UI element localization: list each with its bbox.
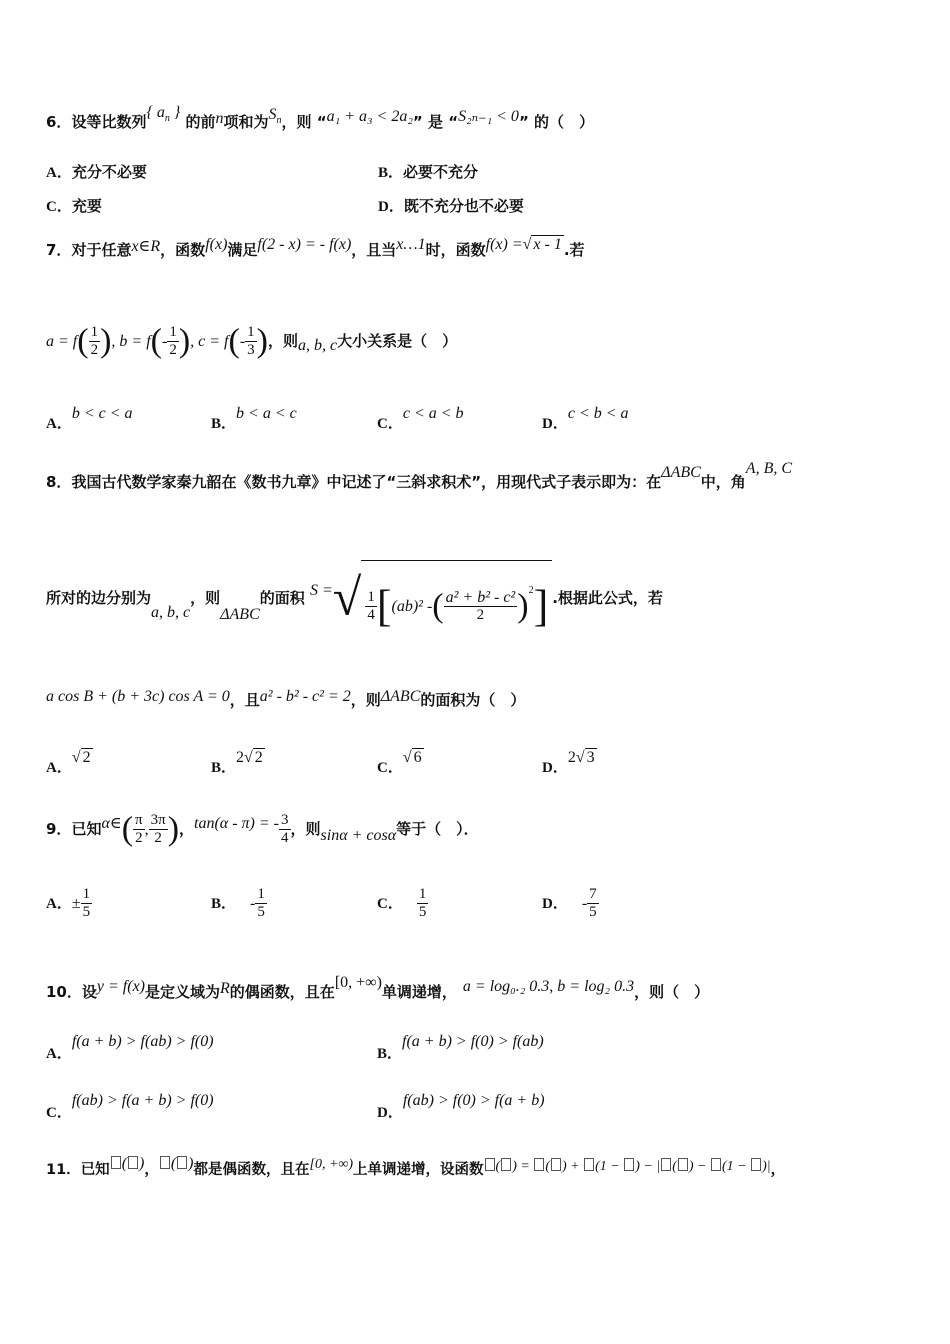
option-c[interactable]: C．f(ab) > f(a + b) > f(0) (46, 1092, 214, 1121)
math-interval: [0, +∞) (334, 974, 382, 991)
question-text: ，则 (267, 332, 298, 350)
question-7-values: a = f( $\frac{1}{2}$ ), b = f(- $\frac{1}{2}$ ), c = f(- $\frac{1}{3}$ )，则a, b, c大小关系是（ ） (46, 322, 458, 360)
question-text: 项和为 (223, 113, 269, 131)
question-number: 7． (46, 241, 72, 259)
question-text: 上单调递增，设函数 (353, 1162, 484, 1178)
math-expr: tan(α - π) = - (194, 815, 279, 832)
math-sequence: { a (146, 104, 165, 121)
question-text: 已知 (71, 820, 102, 838)
question-number: 11． (46, 1162, 81, 1178)
option-d[interactable]: D． - $\frac{7}{5}$ (542, 886, 597, 920)
option-c[interactable]: C． $\frac{1}{5}$ (377, 886, 427, 920)
option-d[interactable]: D．f(ab) > f(0) > f(a + b) (377, 1092, 545, 1121)
question-text: 是定义域为 (145, 983, 221, 1001)
question-7: 7．对于任意x∈R，函数f(x)满足f(2 - x) = - f(x)，且当x…1时，函数f(x) =√ x - 1 .若 (46, 236, 585, 259)
math-expr: a = log₀.₂ 0.3, b = log₂ 0.3 (462, 978, 635, 995)
question-text: 等于（ ）． (396, 820, 479, 838)
question-text: 已知 (80, 1162, 110, 1178)
math-expr: a, b, c (151, 604, 191, 621)
option-c[interactable]: C．c < a < b (377, 405, 464, 432)
question-text: 单调递增， (381, 983, 457, 1001)
question-text: 满足 (227, 241, 258, 259)
option-b[interactable]: B．必要不充分 (378, 163, 479, 181)
math-expr: , b = f (111, 333, 151, 350)
option-c[interactable]: C．充要 (46, 197, 102, 215)
question-text: 中，角 (700, 473, 746, 491)
math-expr: ΔABC (380, 688, 421, 705)
math-condition: S₂ₙ₋₁ < 0 (458, 108, 519, 125)
option-a[interactable]: A．√ 2 (46, 749, 91, 776)
fraction: $\frac{1}{2}$ (169, 324, 177, 358)
formula-radicand: $\frac{1}{4}$ [(ab)² -( $\frac{\text{a² + b² - c²}}{2}$ )$^2$] (361, 560, 552, 637)
question-text: ，函数 (160, 241, 206, 259)
math-expr: y = f(x) (96, 978, 145, 995)
math-interval: [0, +∞) (309, 1157, 354, 1172)
option-d[interactable]: D．既不充分也不必要 (378, 197, 524, 215)
question-11: 11．已知 ( )， ( )都是偶函数，且在[0, +∞)上单调递增，设函数 ( ) = ( ) + (1 − ) − | ( ) − (1 − )|， (46, 1155, 786, 1178)
math-expr: f(2 - x) = - f(x) (257, 236, 352, 253)
fraction: $\frac{1}{3}$ (247, 324, 255, 358)
question-number: 8． (46, 473, 72, 491)
question-text: 设等比数列 (71, 113, 147, 131)
question-number: 6． (46, 113, 72, 131)
math-expr: ΔABC (661, 464, 701, 481)
question-text: ， (770, 1162, 786, 1178)
math-var: n (215, 110, 224, 127)
question-number: 10． (46, 983, 82, 1001)
question-text: ， (179, 820, 195, 838)
math-subscript: n (164, 113, 170, 124)
math-radicand: x - 1 (533, 236, 562, 253)
math-expr: A, B, C (745, 460, 793, 477)
question-text: ，且 (229, 691, 260, 709)
math-expr: f(x) (205, 236, 228, 253)
question-text: ，则（ ） (634, 983, 710, 1001)
question-8 (46, 460, 793, 493)
question-text: 的面积 (259, 589, 305, 607)
question-text: 对于任意 (71, 241, 132, 259)
missing-glyph-icon (111, 1156, 121, 1169)
question-6 (46, 104, 595, 139)
math-expr: , c = f (190, 333, 229, 350)
question-text: ” 是 “ (412, 113, 459, 131)
math-expr: x∈R (131, 238, 161, 255)
missing-glyph-icon (128, 1156, 138, 1169)
question-text: 的面积为（ ） (420, 691, 526, 709)
math-expr: f(x) = (485, 236, 523, 253)
question-text: 都是偶函数，且在 (193, 1162, 310, 1178)
math-expr: R (220, 980, 230, 997)
question-text: ” 的（ ） (518, 113, 595, 131)
question-text: ，且当 (351, 241, 397, 259)
question-text: 大小关系是（ ） (337, 332, 458, 350)
math-expr: ΔABC (220, 606, 260, 623)
math-subscript: n (276, 115, 282, 126)
math-expr: a, b, c (297, 337, 338, 354)
math-expr: sinα + cosα (320, 827, 397, 844)
question-text: 我国古代数学家秦九韶在《数书九章》中记述了“三斜求积术”，用现代式子表示即为：在 (71, 473, 662, 491)
formula-lhs: S = (310, 582, 333, 599)
math-expr: a = f (46, 333, 78, 350)
math-function-def: ( ) = ( ) + (1 − ) − | ( ) − (1 − )| (484, 1159, 771, 1174)
question-8-conditions (46, 690, 525, 711)
math-var: S (268, 106, 277, 123)
option-b[interactable]: B．b < a < c (211, 405, 297, 432)
math-condition: a² - b² - c² = 2 (259, 688, 351, 705)
missing-glyph-icon (177, 1156, 187, 1169)
question-text: 的前 (185, 113, 216, 131)
option-d[interactable]: D．c < b < a (542, 405, 629, 432)
option-a[interactable]: A．充分不必要 (46, 163, 147, 181)
option-a[interactable]: A．± $\frac{1}{5}$ (46, 886, 91, 920)
question-8-formula: 所对的边分别为a, b, c，则ΔABC的面积 S =√ $\frac{1}{4}$ [(ab)² -( $\frac{\text{a² + b² - c²}}{2}$ )$^2$] .根据此公式，若 (46, 560, 663, 630)
question-text: 所对的边分别为 (46, 589, 152, 607)
option-a[interactable]: A．f(a + b) > f(ab) > f(0) (46, 1033, 214, 1062)
math-condition: a₁ + a₃ < 2a₂ (326, 108, 413, 125)
question-text: .若 (563, 241, 585, 259)
math-expr: x…1 (396, 236, 426, 253)
question-10 (46, 974, 710, 1003)
question-text: .根据此公式，若 (552, 589, 663, 607)
math-brace: } (169, 104, 181, 121)
question-text: ，则 (350, 691, 381, 709)
question-text: 的偶函数，且在 (229, 983, 335, 1001)
option-b[interactable]: B． - $\frac{1}{5}$ (211, 886, 265, 920)
question-text: ，则 (290, 820, 321, 838)
math-expr: α∈ (101, 815, 122, 832)
question-text: ，则 (190, 589, 221, 607)
option-b[interactable]: B．2√ 2 (211, 749, 263, 776)
option-b[interactable]: B．f(a + b) > f(0) > f(ab) (377, 1033, 544, 1062)
question-9: 9．已知α∈( $\frac{\pi}{2}$ , $\frac{3\pi}{2}$ )，tan(α - π) = - $\frac{3}{4}$ ，则sinα + cosα等于（ ）． (46, 810, 479, 848)
option-c[interactable]: C．√ 6 (377, 749, 422, 776)
missing-glyph-icon (160, 1156, 170, 1169)
option-d[interactable]: D．2√ 3 (542, 749, 595, 776)
option-a[interactable]: A．b < c < a (46, 405, 133, 432)
question-text: ，则 “ (281, 113, 327, 131)
question-text: 设 (81, 983, 97, 1001)
question-text: 时，函数 (425, 241, 486, 259)
math-condition: a cos B + (b + 3c) cos A = 0 (46, 688, 230, 705)
question-number: 9． (46, 820, 72, 838)
fraction: $\frac{1}{2}$ (90, 324, 99, 358)
